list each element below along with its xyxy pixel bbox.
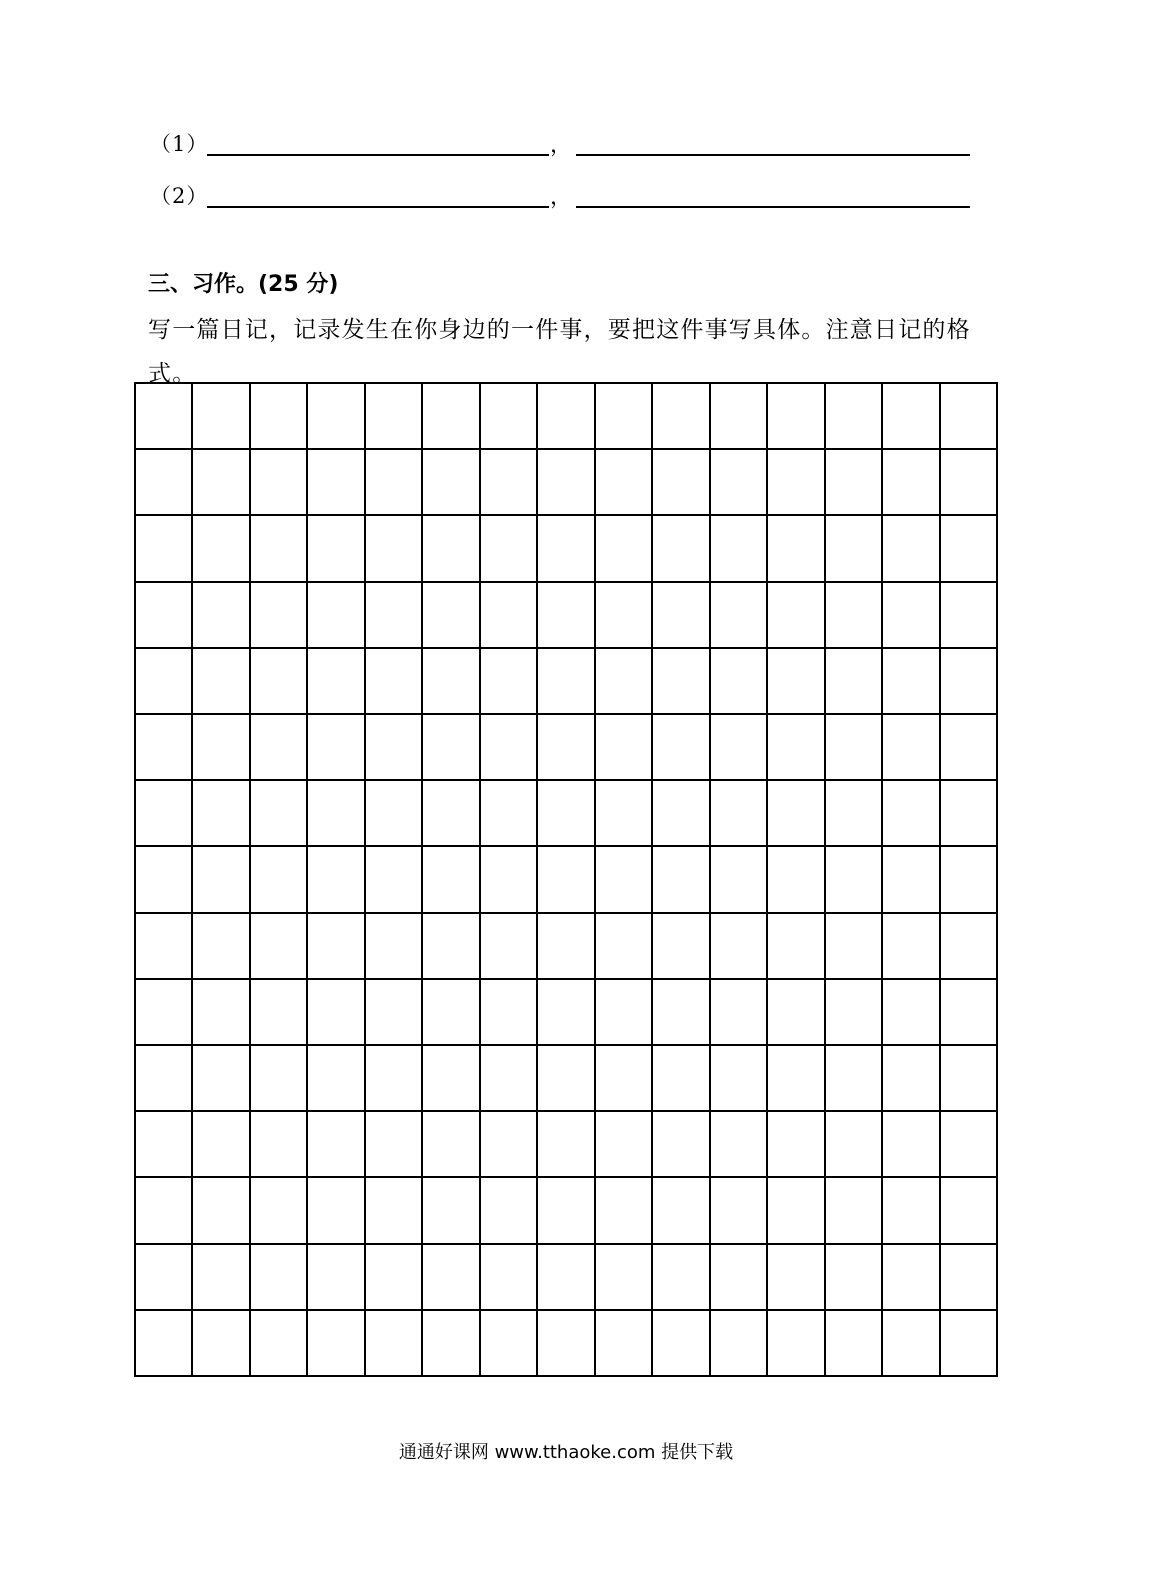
grid-cell[interactable] bbox=[883, 450, 940, 516]
grid-cell[interactable] bbox=[366, 450, 423, 516]
grid-cell[interactable] bbox=[136, 516, 193, 582]
grid-cell[interactable] bbox=[596, 715, 653, 781]
grid-cell[interactable] bbox=[308, 583, 365, 649]
section-title: 三、习作。(25 分) bbox=[148, 272, 339, 297]
grid-cell[interactable] bbox=[653, 715, 710, 781]
grid-cell[interactable] bbox=[768, 384, 825, 450]
grid-cell[interactable] bbox=[941, 450, 998, 516]
grid-cell[interactable] bbox=[826, 715, 883, 781]
grid-cell[interactable] bbox=[423, 384, 480, 450]
grid-cell[interactable] bbox=[826, 1112, 883, 1178]
grid-cell[interactable] bbox=[251, 980, 308, 1046]
grid-cell[interactable] bbox=[883, 715, 940, 781]
grid-cell[interactable] bbox=[308, 1112, 365, 1178]
grid-cell[interactable] bbox=[768, 1245, 825, 1311]
grid-cell[interactable] bbox=[653, 1311, 710, 1377]
grid-cell[interactable] bbox=[941, 649, 998, 715]
grid-cell[interactable] bbox=[251, 583, 308, 649]
grid-cell[interactable] bbox=[193, 1311, 250, 1377]
grid-cell[interactable] bbox=[826, 1046, 883, 1112]
grid-cell[interactable] bbox=[768, 583, 825, 649]
grid-cell[interactable] bbox=[251, 914, 308, 980]
grid-cell[interactable] bbox=[941, 384, 998, 450]
grid-cell[interactable] bbox=[538, 1178, 595, 1244]
grid-cell[interactable] bbox=[596, 1245, 653, 1311]
grid-cell[interactable] bbox=[653, 384, 710, 450]
grid-cell[interactable] bbox=[136, 649, 193, 715]
answer-blank[interactable] bbox=[576, 154, 970, 156]
grid-cell[interactable] bbox=[826, 781, 883, 847]
grid-cell[interactable] bbox=[481, 1046, 538, 1112]
grid-cell[interactable] bbox=[826, 583, 883, 649]
composition-writing-grid bbox=[134, 382, 998, 1377]
grid-cell[interactable] bbox=[481, 1112, 538, 1178]
grid-cell[interactable] bbox=[538, 516, 595, 582]
grid-cell[interactable] bbox=[538, 1311, 595, 1377]
grid-cell[interactable] bbox=[768, 781, 825, 847]
grid-cell[interactable] bbox=[423, 1178, 480, 1244]
grid-cell[interactable] bbox=[251, 1245, 308, 1311]
grid-cell[interactable] bbox=[366, 914, 423, 980]
grid-cell[interactable] bbox=[711, 583, 768, 649]
grid-cell[interactable] bbox=[193, 715, 250, 781]
grid-cell[interactable] bbox=[596, 914, 653, 980]
grid-cell[interactable] bbox=[883, 1311, 940, 1377]
grid-cell[interactable] bbox=[826, 1311, 883, 1377]
grid-cell[interactable] bbox=[883, 980, 940, 1046]
grid-cell[interactable] bbox=[251, 1046, 308, 1112]
grid-cell[interactable] bbox=[136, 583, 193, 649]
grid-cell[interactable] bbox=[883, 1046, 940, 1112]
grid-cell[interactable] bbox=[308, 1178, 365, 1244]
grid-cell[interactable] bbox=[136, 450, 193, 516]
grid-cell[interactable] bbox=[711, 715, 768, 781]
grid-cell[interactable] bbox=[423, 715, 480, 781]
grid-cell[interactable] bbox=[193, 516, 250, 582]
grid-cell[interactable] bbox=[251, 649, 308, 715]
grid-cell[interactable] bbox=[711, 450, 768, 516]
grid-cell[interactable] bbox=[596, 516, 653, 582]
grid-cell[interactable] bbox=[768, 450, 825, 516]
grid-cell[interactable] bbox=[366, 1046, 423, 1112]
grid-cell[interactable] bbox=[653, 649, 710, 715]
grid-cell[interactable] bbox=[481, 1245, 538, 1311]
grid-cell[interactable] bbox=[653, 450, 710, 516]
grid-cell[interactable] bbox=[653, 1245, 710, 1311]
grid-cell[interactable] bbox=[136, 847, 193, 913]
grid-cell[interactable] bbox=[366, 1178, 423, 1244]
grid-cell[interactable] bbox=[941, 715, 998, 781]
grid-cell[interactable] bbox=[941, 847, 998, 913]
grid-cell[interactable] bbox=[136, 1311, 193, 1377]
grid-cell[interactable] bbox=[308, 980, 365, 1046]
grid-cell[interactable] bbox=[538, 583, 595, 649]
grid-cell[interactable] bbox=[826, 914, 883, 980]
answer-blank[interactable] bbox=[576, 206, 970, 208]
grid-cell[interactable] bbox=[711, 781, 768, 847]
grid-cell[interactable] bbox=[423, 1112, 480, 1178]
grid-cell[interactable] bbox=[136, 1112, 193, 1178]
grid-cell[interactable] bbox=[423, 781, 480, 847]
grid-cell[interactable] bbox=[538, 1046, 595, 1112]
composition-prompt: 写一篇日记，记录发生在你身边的一件事，要把这件事写具体。注意日记的格式。 bbox=[148, 317, 971, 387]
grid-cell[interactable] bbox=[538, 847, 595, 913]
grid-cell[interactable] bbox=[366, 649, 423, 715]
grid-cell[interactable] bbox=[251, 1178, 308, 1244]
grid-cell[interactable] bbox=[481, 1311, 538, 1377]
grid-cell[interactable] bbox=[366, 516, 423, 582]
grid-cell[interactable] bbox=[826, 450, 883, 516]
grid-cell[interactable] bbox=[883, 1178, 940, 1244]
grid-cell[interactable] bbox=[711, 980, 768, 1046]
grid-cell[interactable] bbox=[826, 980, 883, 1046]
grid-cell[interactable] bbox=[711, 1311, 768, 1377]
grid-cell[interactable] bbox=[308, 914, 365, 980]
grid-cell[interactable] bbox=[941, 1245, 998, 1311]
grid-cell[interactable] bbox=[711, 1112, 768, 1178]
grid-cell[interactable] bbox=[193, 914, 250, 980]
grid-cell[interactable] bbox=[308, 1245, 365, 1311]
grid-cell[interactable] bbox=[308, 1046, 365, 1112]
grid-cell[interactable] bbox=[136, 384, 193, 450]
grid-cell[interactable] bbox=[768, 1178, 825, 1244]
grid-cell[interactable] bbox=[481, 715, 538, 781]
grid-cell[interactable] bbox=[251, 450, 308, 516]
grid-cell[interactable] bbox=[653, 980, 710, 1046]
grid-cell[interactable] bbox=[423, 1311, 480, 1377]
grid-cell[interactable] bbox=[768, 516, 825, 582]
grid-cell[interactable] bbox=[366, 1245, 423, 1311]
grid-cell[interactable] bbox=[251, 1112, 308, 1178]
grid-cell[interactable] bbox=[423, 583, 480, 649]
grid-cell[interactable] bbox=[423, 1046, 480, 1112]
grid-cell[interactable] bbox=[826, 516, 883, 582]
grid-cell[interactable] bbox=[768, 1311, 825, 1377]
grid-cell[interactable] bbox=[193, 1046, 250, 1112]
grid-cell[interactable] bbox=[768, 1112, 825, 1178]
grid-cell[interactable] bbox=[596, 1112, 653, 1178]
grid-cell[interactable] bbox=[826, 1245, 883, 1311]
grid-cell[interactable] bbox=[481, 583, 538, 649]
grid-cell[interactable] bbox=[193, 980, 250, 1046]
grid-cell[interactable] bbox=[308, 649, 365, 715]
grid-cell[interactable] bbox=[193, 1245, 250, 1311]
grid-cell[interactable] bbox=[711, 649, 768, 715]
grid-cell[interactable] bbox=[366, 847, 423, 913]
grid-cell[interactable] bbox=[538, 450, 595, 516]
grid-cell[interactable] bbox=[826, 1178, 883, 1244]
grid-cell[interactable] bbox=[653, 1112, 710, 1178]
grid-cell[interactable] bbox=[596, 1178, 653, 1244]
grid-cell[interactable] bbox=[481, 1178, 538, 1244]
answer-separator: ， bbox=[550, 133, 573, 158]
grid-cell[interactable] bbox=[136, 1178, 193, 1244]
answer-number: （2） bbox=[150, 184, 209, 208]
grid-cell[interactable] bbox=[538, 980, 595, 1046]
grid-cell[interactable] bbox=[136, 980, 193, 1046]
grid-cell[interactable] bbox=[193, 583, 250, 649]
grid-cell[interactable] bbox=[423, 980, 480, 1046]
grid-cell[interactable] bbox=[653, 516, 710, 582]
grid-cell[interactable] bbox=[136, 1046, 193, 1112]
grid-cell[interactable] bbox=[941, 516, 998, 582]
grid-cell[interactable] bbox=[136, 914, 193, 980]
grid-cell[interactable] bbox=[481, 781, 538, 847]
grid-cell[interactable] bbox=[596, 847, 653, 913]
grid-cell[interactable] bbox=[251, 847, 308, 913]
grid-cell[interactable] bbox=[711, 516, 768, 582]
grid-cell[interactable] bbox=[538, 1245, 595, 1311]
grid-cell[interactable] bbox=[768, 1046, 825, 1112]
grid-cell[interactable] bbox=[941, 781, 998, 847]
grid-cell[interactable] bbox=[768, 847, 825, 913]
grid-cell[interactable] bbox=[423, 649, 480, 715]
grid-cell[interactable] bbox=[538, 715, 595, 781]
grid-cell[interactable] bbox=[768, 980, 825, 1046]
answer-separator: ， bbox=[550, 185, 573, 210]
grid-cell[interactable] bbox=[596, 450, 653, 516]
grid-cell[interactable] bbox=[251, 1311, 308, 1377]
grid-cell[interactable] bbox=[251, 516, 308, 582]
grid-cell[interactable] bbox=[423, 914, 480, 980]
grid-cell[interactable] bbox=[826, 649, 883, 715]
grid-cell[interactable] bbox=[308, 1311, 365, 1377]
grid-cell[interactable] bbox=[308, 450, 365, 516]
grid-cell[interactable] bbox=[653, 914, 710, 980]
grid-cell[interactable] bbox=[883, 1245, 940, 1311]
grid-cell[interactable] bbox=[423, 847, 480, 913]
grid-cell[interactable] bbox=[653, 583, 710, 649]
grid-cell[interactable] bbox=[251, 715, 308, 781]
grid-cell[interactable] bbox=[538, 384, 595, 450]
grid-cell[interactable] bbox=[826, 384, 883, 450]
grid-cell[interactable] bbox=[941, 1178, 998, 1244]
grid-cell[interactable] bbox=[883, 583, 940, 649]
grid-cell[interactable] bbox=[136, 781, 193, 847]
grid-cell[interactable] bbox=[308, 715, 365, 781]
grid-cell[interactable] bbox=[711, 914, 768, 980]
answer-row-1 bbox=[150, 128, 980, 162]
grid-cell[interactable] bbox=[883, 1112, 940, 1178]
grid-cell[interactable] bbox=[941, 583, 998, 649]
grid-cell[interactable] bbox=[941, 1112, 998, 1178]
grid-cell[interactable] bbox=[366, 715, 423, 781]
grid-cell[interactable] bbox=[653, 1046, 710, 1112]
grid-cell[interactable] bbox=[193, 1112, 250, 1178]
grid-cell[interactable] bbox=[308, 516, 365, 582]
grid-cell[interactable] bbox=[481, 980, 538, 1046]
grid-cell[interactable] bbox=[941, 914, 998, 980]
answer-number: （1） bbox=[150, 132, 209, 156]
grid-cell[interactable] bbox=[538, 914, 595, 980]
grid-cell[interactable] bbox=[481, 847, 538, 913]
grid-cell[interactable] bbox=[883, 914, 940, 980]
grid-cell[interactable] bbox=[193, 450, 250, 516]
grid-cell[interactable] bbox=[883, 649, 940, 715]
answer-blank[interactable] bbox=[207, 206, 549, 208]
grid-cell[interactable] bbox=[538, 1112, 595, 1178]
grid-cell[interactable] bbox=[596, 649, 653, 715]
grid-cell[interactable] bbox=[596, 1046, 653, 1112]
grid-cell[interactable] bbox=[193, 1178, 250, 1244]
grid-cell[interactable] bbox=[883, 781, 940, 847]
grid-cell[interactable] bbox=[596, 781, 653, 847]
grid-cell[interactable] bbox=[481, 450, 538, 516]
grid-cell[interactable] bbox=[653, 781, 710, 847]
grid-cell[interactable] bbox=[596, 980, 653, 1046]
grid-cell[interactable] bbox=[481, 516, 538, 582]
grid-cell[interactable] bbox=[596, 384, 653, 450]
grid-cell[interactable] bbox=[251, 384, 308, 450]
grid-cell[interactable] bbox=[538, 781, 595, 847]
grid-cell[interactable] bbox=[711, 1245, 768, 1311]
grid-cell[interactable] bbox=[136, 1245, 193, 1311]
grid-cell[interactable] bbox=[596, 583, 653, 649]
grid-cell[interactable] bbox=[193, 384, 250, 450]
grid-cell[interactable] bbox=[193, 781, 250, 847]
grid-cell[interactable] bbox=[538, 649, 595, 715]
grid-cell[interactable] bbox=[423, 1245, 480, 1311]
grid-cell[interactable] bbox=[883, 847, 940, 913]
grid-cell[interactable] bbox=[366, 384, 423, 450]
grid-cell[interactable] bbox=[193, 649, 250, 715]
footer-watermark: 通通好课网 www.tthaoke.com 提供下载 bbox=[398, 1442, 734, 1463]
answer-row-2 bbox=[150, 180, 980, 214]
grid-cell[interactable] bbox=[711, 384, 768, 450]
grid-cell[interactable] bbox=[768, 649, 825, 715]
answer-blank[interactable] bbox=[207, 154, 549, 156]
grid-cell[interactable] bbox=[768, 715, 825, 781]
grid-cell[interactable] bbox=[366, 980, 423, 1046]
grid-cell[interactable] bbox=[366, 781, 423, 847]
grid-cell[interactable] bbox=[481, 914, 538, 980]
grid-cell[interactable] bbox=[193, 847, 250, 913]
grid-cell[interactable] bbox=[366, 1112, 423, 1178]
grid-cell[interactable] bbox=[711, 1046, 768, 1112]
grid-cell[interactable] bbox=[366, 583, 423, 649]
grid-cell[interactable] bbox=[423, 450, 480, 516]
grid-cell[interactable] bbox=[883, 516, 940, 582]
grid-cell[interactable] bbox=[308, 384, 365, 450]
grid-cell[interactable] bbox=[653, 847, 710, 913]
grid-cell[interactable] bbox=[423, 516, 480, 582]
grid-cell[interactable] bbox=[711, 847, 768, 913]
grid-cell[interactable] bbox=[251, 781, 308, 847]
grid-cell[interactable] bbox=[481, 384, 538, 450]
grid-cell[interactable] bbox=[308, 781, 365, 847]
grid-cell[interactable] bbox=[768, 914, 825, 980]
grid-cell[interactable] bbox=[826, 847, 883, 913]
grid-cell[interactable] bbox=[308, 847, 365, 913]
grid-cell[interactable] bbox=[653, 1178, 710, 1244]
grid-cell[interactable] bbox=[481, 649, 538, 715]
grid-cell[interactable] bbox=[366, 1311, 423, 1377]
grid-cell[interactable] bbox=[136, 715, 193, 781]
grid-cell[interactable] bbox=[883, 384, 940, 450]
grid-cell[interactable] bbox=[596, 1311, 653, 1377]
grid-cell[interactable] bbox=[941, 1311, 998, 1377]
grid-cell[interactable] bbox=[941, 1046, 998, 1112]
grid-cell[interactable] bbox=[711, 1178, 768, 1244]
grid-cell[interactable] bbox=[941, 980, 998, 1046]
